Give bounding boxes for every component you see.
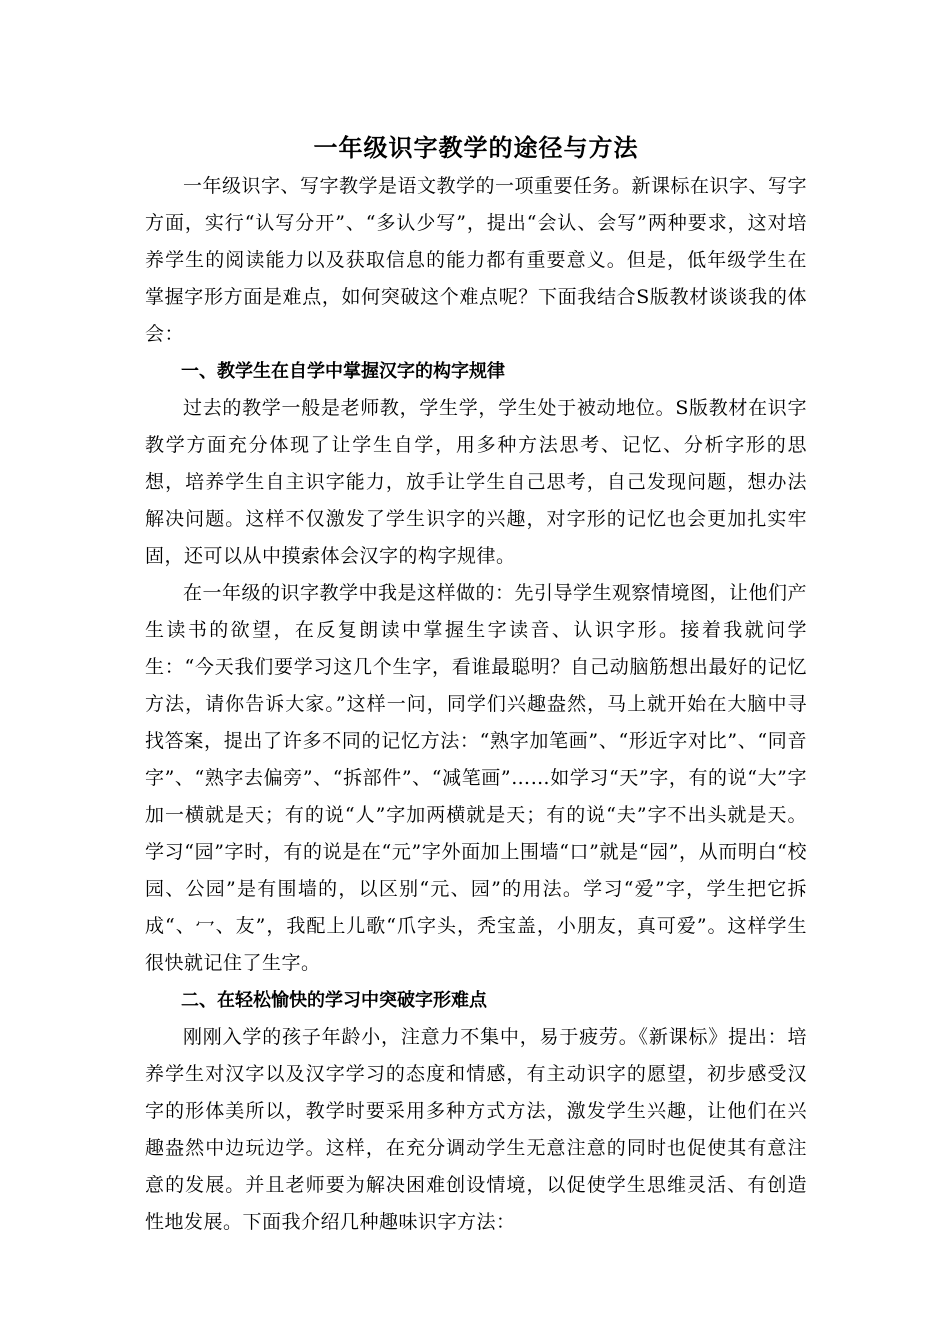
intro-paragraph: 一年级识字、写字教学是语文教学的一项重要任务。新课标在识字、写字方面，实行“认写分开”、“多认少写”，提出“会认、会写”两种要求，这对培养学生的阅读能力以及获取信息的能力都有重要意义。但是，低年级学生在掌握字形方面是难点，如何突破这个难点呢？下面我结合S版教材谈谈我的体会： [145, 175, 808, 345]
section-1-heading: 一、教学生在自学中掌握汉字的构字规律 [181, 361, 505, 382]
section-2-heading: 二、在轻松愉快的学习中突破字形难点 [181, 990, 487, 1011]
section-1-paragraph-1: 过去的教学一般是老师教，学生学，学生处于被动地位。S版教材在识字教学方面充分体现了让学生自学，用多种方法思考、记忆、分析字形的思想，培养学生自主识字能力，放手让学生自己思考，自己发现问题，想办法解决问题。这样不仅激发了学生识字的兴趣，对字形的记忆也会更加扎实牢固，还可以从中摸索体会汉字的构字规律。 [145, 397, 807, 567]
section-1-paragraph-2: 在一年级的识字教学中我是这样做的：先引导学生观察情境图，让他们产生读书的欲望，在反复朗读中掌握生字读音、认识字形。接着我就问学生：“今天我们要学习这几个生字，看谁最聪明？自己动脑筋想出最好的记忆方法，请你告诉大家。”这样一问，同学们兴趣盎然，马上就开始在大脑中寻找答案，提出了许多不同的记忆方法：“熟字加笔画”、“形近字对比”、“同音字”、“熟字去偏旁”、“拆部件”、“减笔画”……如学习“天”字，有的说“大”字加一横就是天；有的说“人”字加两横就是天；有的说“夫”字不出头就是天。学习“园”字时，有的说是在“元”字外面加上围墙“口”就是“园”，从而明白“校园、公园”是有围墙的，以区别“元、园”的用法。学习“爱”字，学生把它拆成“、冖、友”，我配上儿歌“爪字头，秃宝盖，小朋友，真可爱”。这样学生很快就记住了生字。 [145, 582, 808, 974]
section-2-paragraph-1: 刚刚入学的孩子年龄小，注意力不集中，易于疲劳。《新课标》提出：培养学生对汉字以及汉字学习的态度和情感，有主动识字的愿望，初步感受汉字的形体美所以，教学时要采用多种方式方法，激发学生兴趣，让他们在兴趣盎然中边玩边学。这样，在充分调动学生无意注意的同时也促使其有意注意的发展。并且老师要为解决困难创设情境，以促使学生思维灵活、有创造性地发展。下面我介绍几种趣味识字方法： [145, 1026, 807, 1233]
document-page [145, 128, 807, 1241]
document-title: 一年级识字教学的途径与方法 [313, 134, 639, 162]
